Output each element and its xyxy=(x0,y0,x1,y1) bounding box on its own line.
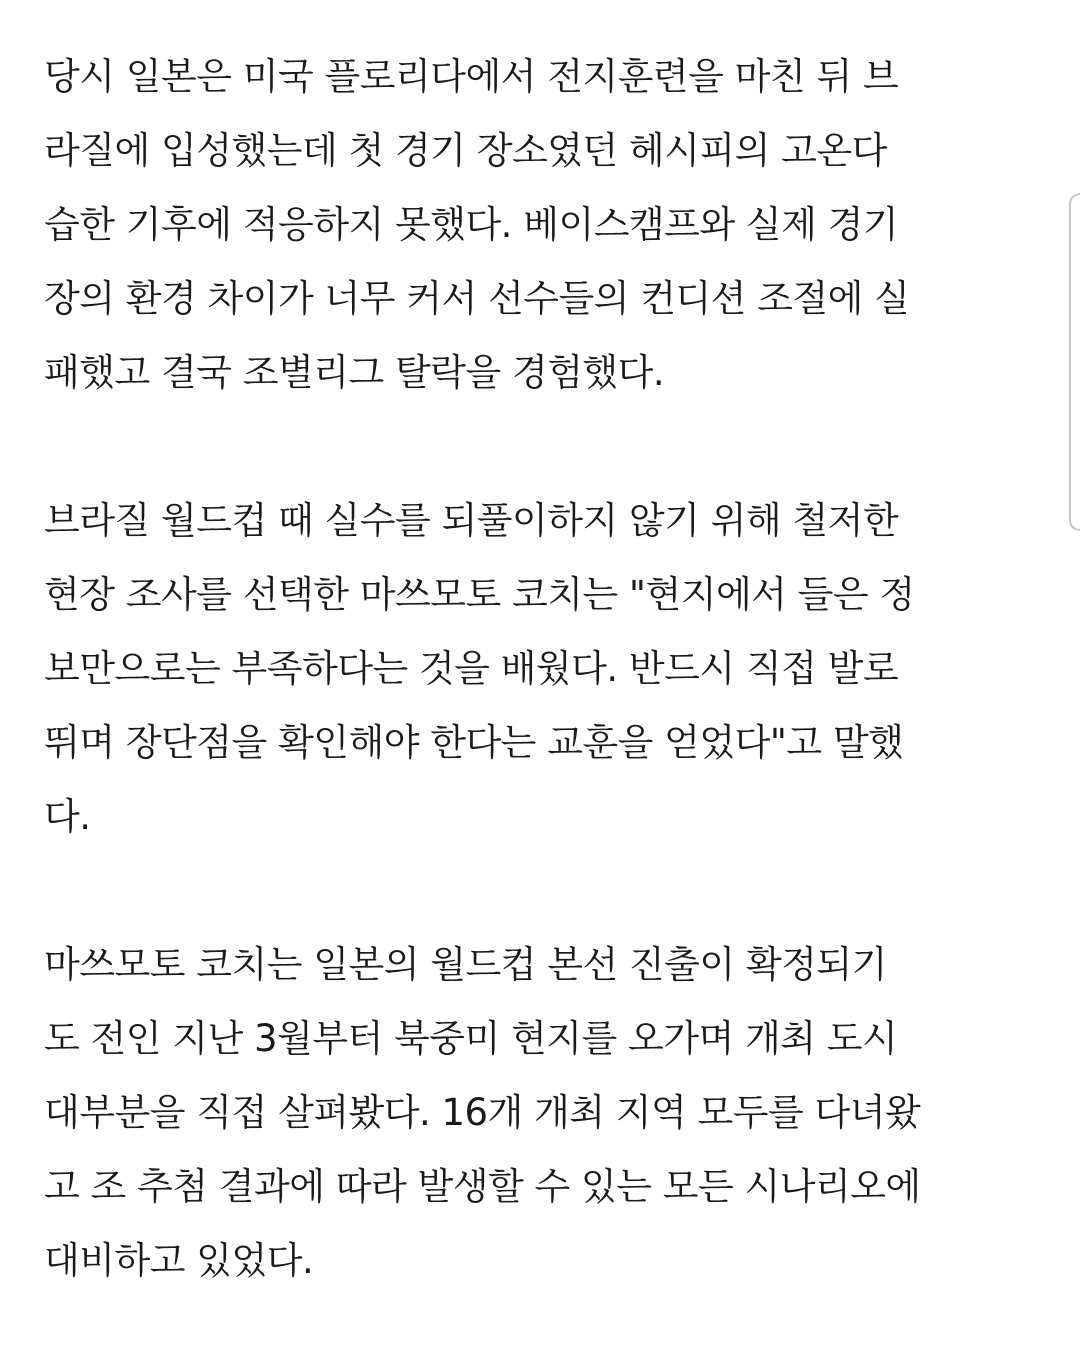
paragraph-1 xyxy=(44,40,1044,410)
scroll-handle[interactable] xyxy=(1069,193,1080,531)
paragraph-spacer xyxy=(44,854,1044,928)
text-line: 고 조 추첨 결과에 따라 발생할 수 있는 모든 시나리오에 xyxy=(44,1165,921,1208)
article-body xyxy=(44,40,1044,1298)
paragraph-3 xyxy=(44,928,1044,1298)
text-line: 장의 환경 차이가 너무 커서 선수들의 컨디션 조절에 실 xyxy=(44,277,910,320)
text-line: 라질에 입성했는데 첫 경기 장소였던 헤시피의 고온다 xyxy=(44,129,887,172)
text-line: 보만으로는 부족하다는 것을 배웠다. 반드시 직접 발로 xyxy=(44,647,899,690)
text-line: 뛰며 장단점을 확인해야 한다는 교훈을 얻었다"고 말했 xyxy=(44,721,904,764)
paragraph-spacer xyxy=(44,410,1044,484)
text-line: 마쓰모토 코치는 일본의 월드컵 본선 진출이 확정되기 xyxy=(44,943,887,986)
text-line: 현장 조사를 선택한 마쓰모토 코치는 "현지에서 들은 정 xyxy=(44,573,915,616)
text-line: 브라질 월드컵 때 실수를 되풀이하지 않기 위해 철저한 xyxy=(44,499,899,542)
text-line: 대비하고 있었다. xyxy=(44,1239,314,1282)
text-line: 도 전인 지난 3월부터 북중미 현지를 오가며 개최 도시 xyxy=(44,1017,898,1060)
paragraph-2 xyxy=(44,484,1044,854)
text-line: 당시 일본은 미국 플로리다에서 전지훈련을 마친 뒤 브 xyxy=(44,55,899,98)
text-line: 다. xyxy=(44,795,91,838)
text-line: 대부분을 직접 살펴봤다. 16개 개최 지역 모두를 다녀왔 xyxy=(44,1091,921,1134)
text-line: 패했고 결국 조별리그 탈락을 경험했다. xyxy=(44,351,665,394)
text-line: 습한 기후에 적응하지 못했다. 베이스캠프와 실제 경기 xyxy=(44,203,899,246)
